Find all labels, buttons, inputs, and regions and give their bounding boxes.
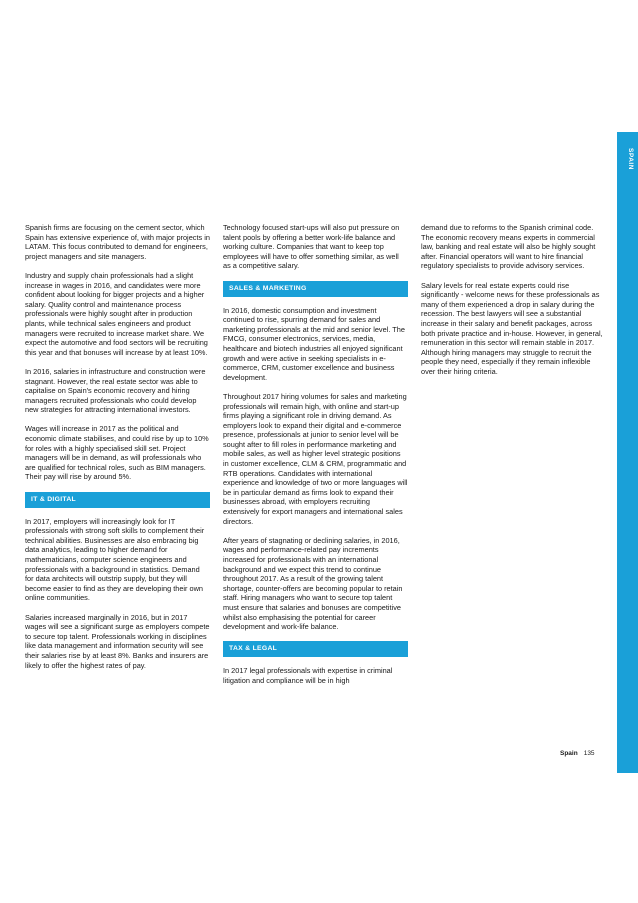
page-number: 135 bbox=[583, 750, 595, 757]
section-heading-tax-legal: TAX & LEGAL bbox=[223, 641, 408, 657]
paragraph: Salary levels for real estate experts could rise significantly - welcome news for these professionals as many of them experienced a drop in salary during the recession. The best lawyers will see a substantial increase in their salary and benefit packages, across both private practice and in-house. However, in general, remuneration in this sector will remain stable in 2017. Although hiring managers may struggle to recruit the people they need, especially if they remain inflexible over their hiring criteria. bbox=[421, 280, 603, 376]
page-footer bbox=[560, 750, 595, 757]
paragraph: Spanish firms are focusing on the cement sector, which Spain has extensive experience of, with major projects in LATAM. This focus contributed to demand for engineers, project managers and site managers. bbox=[25, 223, 210, 261]
paragraph: Wages will increase in 2017 as the political and economic climate stabilises, and could rise by up to 10% for roles with a highly specialised skill set. Project managers will be in demand, as will professionals who are qualified for technical roles, such as BIM managers. Their pay will rise by around 5%. bbox=[25, 424, 209, 482]
paragraph: In 2017 legal professionals with expertise in criminal litigation and compliance will be in high bbox=[223, 666, 393, 685]
paragraph: Technology focused start-ups will also put pressure on talent pools by offering a better work-life balance and working culture. Companies that want to keep top employees will have to offer something similar, as well as a competitive salary. bbox=[223, 223, 400, 271]
section-heading-sales-marketing: SALES & MARKETING bbox=[223, 281, 408, 297]
country-side-tab bbox=[617, 132, 638, 773]
paragraph: After years of stagnating or declining salaries, in 2016, wages and performance-related pay increments increased for professionals with an international background and we expect this trend to continue throughout 2017. As a result of the growing talent shortage, counter-offers are becoming popular to retain staff. Hiring managers who want to secure top talent must ensure that salaries and bonuses are competitive whilst also emphasising the potential for career development and work-life balance. bbox=[223, 535, 403, 632]
column-1 bbox=[25, 223, 210, 680]
column-3 bbox=[421, 223, 606, 386]
country-tab-label: SPAIN bbox=[627, 148, 634, 170]
column-2 bbox=[223, 223, 408, 695]
paragraph: In 2016, domestic consumption and investment continued to rise, spurring demand for sales and marketing professionals at the mid and senior level. The FMCG, consumer electronics, services, media, healthcare and biotech industries all enjoyed significant growth and were active in seeking specialists in e-commerce, CRM, customer excellence and business development. bbox=[223, 305, 405, 382]
paragraph: demand due to reforms to the Spanish criminal code. The economic recovery means experts in commercial law, banking and real estate will also be highly sought after. Financial operators will want to hire financial regulatory specialists to provide advisory services. bbox=[421, 223, 596, 271]
paragraph: In 2016, salaries in infrastructure and construction were stagnant. However, the real estate sector was able to capitalise on Spain's economic recovery and hiring managers recruited professionals who could develop new strategies for attracting international investors. bbox=[25, 366, 206, 415]
paragraph: Industry and supply chain professionals had a slight increase in wages in 2016, and candidates were more confident about looking for bigger projects and a higher salary. Quality control and maintenance process professionals were highly sought after in production plants, while technical sales engineers and product managers were recruited to increase market share. We expect the automotive and food sectors will be recruiting this year and that bonuses will increase by at least 10%. bbox=[25, 270, 208, 357]
section-heading-it-digital: IT & DIGITAL bbox=[25, 492, 210, 508]
paragraph: Throughout 2017 hiring volumes for sales and marketing professionals will remain high, with online and start-up firms playing a significant role in driving demand. As employers look to expand their digital and e-commerce presence, professionals at junior to senior level will be sought after to fill roles in performance marketing and mobile sales, as well as higher level strategic positions in customer excellence, CLM & CRM, programmatic and RTB operations. Candidates with international experience and knowledge of two or more languages will be in particular demand as firms look to expand their businesses abroad, with employers recruiting extensively for export managers and international sales directors. bbox=[223, 391, 408, 526]
paragraph: Salaries increased marginally in 2016, but in 2017 wages will see a significant surge as employers compete to secure top talent. Professionals working in disciplines like data management and information security will see their salaries rise by at least 8%. Banks and insurers are likely to offer the highest rates of pay. bbox=[25, 612, 210, 670]
paragraph: In 2017, employers will increasingly look for IT professionals with strong soft skills to complement their technical abilities. Businesses are also embracing big data analytics, leading to higher demand for mathematicians, computer science engineers and professionals with a background in statistics. Demand for data architects will outstrip supply, but they will become easier to find as they are developing their own online communities. bbox=[25, 516, 205, 603]
footer-country: Spain bbox=[560, 750, 578, 757]
